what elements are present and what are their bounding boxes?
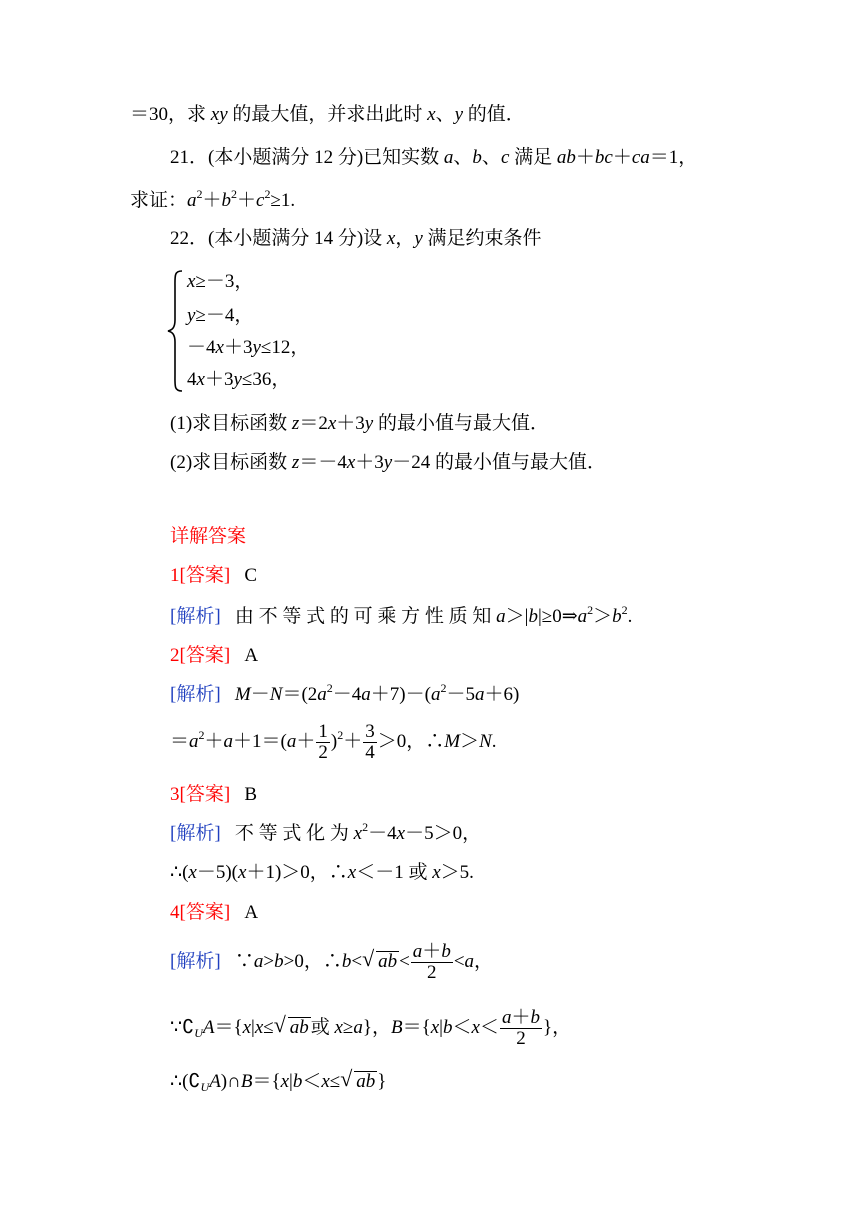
- answer-4-tag: 4[答案]: [170, 902, 231, 923]
- analysis-3-tag: [解析]: [170, 823, 221, 844]
- answer-1-tag: 1[答案]: [170, 565, 231, 586]
- answer-2-value: A: [244, 645, 259, 666]
- answer-4: [170, 901, 258, 925]
- constraint-3: －4x＋3y≤12，: [187, 337, 310, 358]
- analysis-4-tag: [解析]: [170, 950, 221, 972]
- analysis-2-tag: [解析]: [170, 684, 221, 705]
- analysis-4-line3: $\therefore(∁_UA)\cap B=\{x|b<x\le$ √ ab }: [170, 1066, 387, 1094]
- analysis-3-line1: [解析] 不 等 式 化 为 $x^2-4x-5>0$，: [170, 820, 482, 844]
- constraint-4: 4x＋3y≤36，: [187, 369, 291, 390]
- answer-3-value: B: [244, 784, 258, 805]
- problem-20-tail: ＝30，求 xy 的最大值，并求出此时 x、y 的值．: [130, 104, 525, 125]
- analysis-3-line2: ∴(x－5)(x＋1)＞0，∴x＜－1 或 x＞5.: [170, 862, 474, 883]
- left-brace: [166, 268, 186, 394]
- constraint-2: y≥－4，: [187, 305, 254, 326]
- analysis-1-tag: [解析]: [170, 606, 221, 627]
- analysis-2-line1: [解析] $M-N=(2a^2-4a+7)-(a^2-5a+6)$: [170, 681, 520, 705]
- answers-heading: 详解答案: [170, 526, 247, 547]
- analysis-4-line1: [解析] ∵a>b>0，∴b< √ ab < $\frac{a+b}{2}$ <a，: [170, 941, 494, 983]
- answer-3: [170, 783, 257, 807]
- problem-22-q2: (2)求目标函数 z＝－4x＋3y－24 的最小值与最大值．: [170, 452, 606, 473]
- answer-1-value: C: [244, 565, 258, 586]
- answer-1: [170, 564, 257, 588]
- answer-3-tag: 3[答案]: [170, 784, 231, 805]
- answer-4-value: A: [244, 902, 259, 923]
- analysis-1: [解析] 由 不 等 式 的 可 乘 方 性 质 知 $a>|b|\ge 0\Rightarrow a^2>b^2$.: [170, 603, 633, 627]
- answer-2-tag: 2[答案]: [170, 645, 231, 666]
- analysis-2-line2: $=a^2+a+1=(a+$ $\frac{1}{2}$ )$^2$＋ $\frac{3}{4}$ ＞0，∴M＞N.: [170, 721, 497, 763]
- analysis-4-line2: $\because∁_UA=\{x|x\le$ √ ab 或 x≥a}，B＝{x|b＜x＜ $\frac{a+b}{2}$ }，: [170, 1007, 572, 1049]
- answer-2: [170, 644, 258, 668]
- problem-22-line1: 22．(本小题满分 14 分)设 x，y 满足约束条件: [170, 228, 542, 249]
- problem-21-line1: 21．(本小题满分 12 分)已知实数 a、b、c 满足 ab＋bc＋ca＝1，: [170, 147, 698, 168]
- constraint-1: x≥－3，: [187, 271, 254, 292]
- problem-21-line2: 求证：$a^2+b^2+c^2\ge 1$.: [130, 187, 296, 211]
- problem-22-q1: (1)求目标函数 z＝2x＋3y 的最小值与最大值．: [170, 413, 549, 434]
